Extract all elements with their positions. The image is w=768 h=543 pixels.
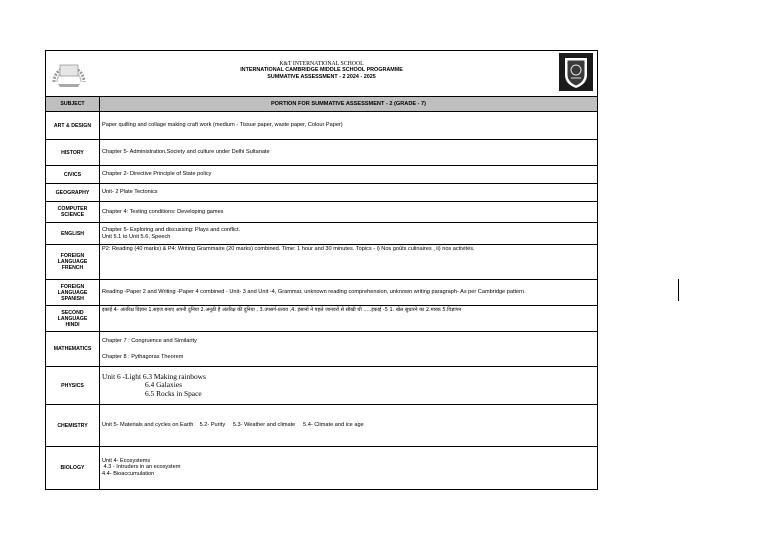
portion-line: Chapter 8 : Pythagoras Theorem (102, 353, 184, 360)
table-row (46, 280, 597, 306)
table-row (46, 202, 597, 223)
table-row (46, 140, 597, 166)
portion-column-header: PORTION FOR SUMMATIVE ASSESSMENT - 2 (GRADE - 7) (100, 97, 598, 112)
portion-cell: Paper quilling and collage making craft work (medium - Tissue paper, waste paper, Colour Paper) (100, 112, 598, 140)
portion-cell: Chapter 4: Testing conditions: Developing games (100, 202, 598, 223)
subject-line: COMPUTER (57, 206, 88, 212)
portion-cell: Unit 5- Materials and cycles on Earth 5.2- Purity 5.3- Weather and climate 5.4- Climate and ice age (100, 405, 598, 447)
subject-column-header: SUBJECT (46, 97, 100, 112)
subject-cell: ENGLISH (46, 223, 100, 245)
subject-cell: BIOLOGY (46, 447, 100, 489)
assessment-title: SUMMATIVE ASSESSMENT - 2 2024 - 2025 (267, 73, 376, 80)
portion-line: 4.3 - Intruders in an ecosystem (102, 464, 181, 471)
portion-cell (100, 332, 598, 367)
table-row (46, 245, 597, 280)
subject-line: FOREIGN (60, 283, 85, 290)
subject-line: LANGUAGE (57, 315, 88, 322)
subject-line: HINDI (65, 321, 80, 328)
subject-cell: ART & DESIGN (46, 112, 100, 140)
subject-cell: PHYSICS (46, 367, 100, 405)
subject-cell (46, 202, 100, 223)
portion-cell: इकाई 4- अंतरिक्ष विज्ञान 1.सहज बनाए अपनी दुनिया 2.अनूठी है अंतरिक्ष की दुनिया , 3.उपसर्ग-प्रत्यय ,4. इंसानों ने पहले जानवरों से सीखी थी .....इकाई -5 1. खेल सुधारने का 2.मारक 5.विज्ञापन (100, 306, 598, 332)
portion-cell (100, 447, 598, 489)
portion-line: Unit 5.1 to Unit 5.6, Speech (102, 233, 171, 240)
table-header-row (46, 97, 597, 112)
table-row (46, 223, 597, 245)
portion-cell: Reading -Paper 2 and Writing -Paper 4 combined - Unit- 3 and Unit -4, Grammar, unknown reading comprehension, unknown writing paragraph- As per Cambridge pattern. (100, 280, 598, 306)
subject-line: FRENCH (61, 265, 84, 271)
portion-cell: Unit- 2 Plate Tectonics (100, 184, 598, 202)
subject-line: SCIENCE (60, 212, 85, 218)
subject-line: LANGUAGE (57, 289, 88, 296)
school-crest-right (559, 53, 593, 91)
subject-cell: HISTORY (46, 140, 100, 166)
subject-cell (46, 245, 100, 280)
portion-line: Chapter 5- Exploring and discussing: Plays and conflict. (102, 226, 241, 233)
document-header (46, 51, 597, 97)
portion-line: Unit 6 -Light 6.3 Making rainbows (102, 372, 206, 382)
syllabus-document (45, 50, 598, 490)
portion-line: 6.4 Galaxies (145, 380, 182, 390)
table-row (46, 332, 597, 367)
programme-name: INTERNATIONAL CAMBRIDGE MIDDLE SCHOOL PROGRAMME (240, 67, 403, 74)
table-row (46, 166, 597, 184)
table-row (46, 112, 597, 140)
subject-line: FOREIGN (60, 253, 85, 259)
table-row (46, 447, 597, 489)
portion-cell: P2: Reading (40 marks) & P4: Writing Grammaire (20 marks) combined. Time: 1 hour and 30 minutes. Topics - i) Nos goûts culinaires , ii) nos activités. (100, 245, 598, 280)
portion-cell (100, 223, 598, 245)
subject-line: LANGUAGE (57, 259, 88, 265)
portion-cell: Chapter 5- Administration,Society and culture under Delhi Sultanate (100, 140, 598, 166)
portion-line: Unit 4- Ecosystems (102, 457, 151, 464)
subject-cell (46, 280, 100, 306)
table-row (46, 367, 597, 405)
portion-line: 6.5 Rocks in Space (145, 388, 202, 398)
subject-cell: GEOGRAPHY (46, 184, 100, 202)
school-name: K&T INTERNATIONAL SCHOOL (279, 61, 364, 67)
portion-line: Chapter 7 : Congruence and Similarity (102, 337, 197, 344)
portion-line: 4.4- Bioaccumulation (102, 471, 155, 478)
subject-cell: CIVICS (46, 166, 100, 184)
school-logo-left (50, 56, 88, 90)
table-row (46, 405, 597, 447)
table-row (46, 306, 597, 332)
subject-line: SPANISH (61, 295, 84, 302)
portion-cell (100, 367, 598, 405)
subject-line: SECOND (61, 309, 84, 316)
stray-vertical-line (678, 279, 679, 301)
subject-cell: CHEMISTRY (46, 405, 100, 447)
portion-cell: Chapter 2- Directive Principle of State policy (100, 166, 598, 184)
subject-cell: MATHEMATICS (46, 332, 100, 367)
table-row (46, 184, 597, 202)
portion-table (46, 97, 597, 489)
subject-cell (46, 306, 100, 332)
